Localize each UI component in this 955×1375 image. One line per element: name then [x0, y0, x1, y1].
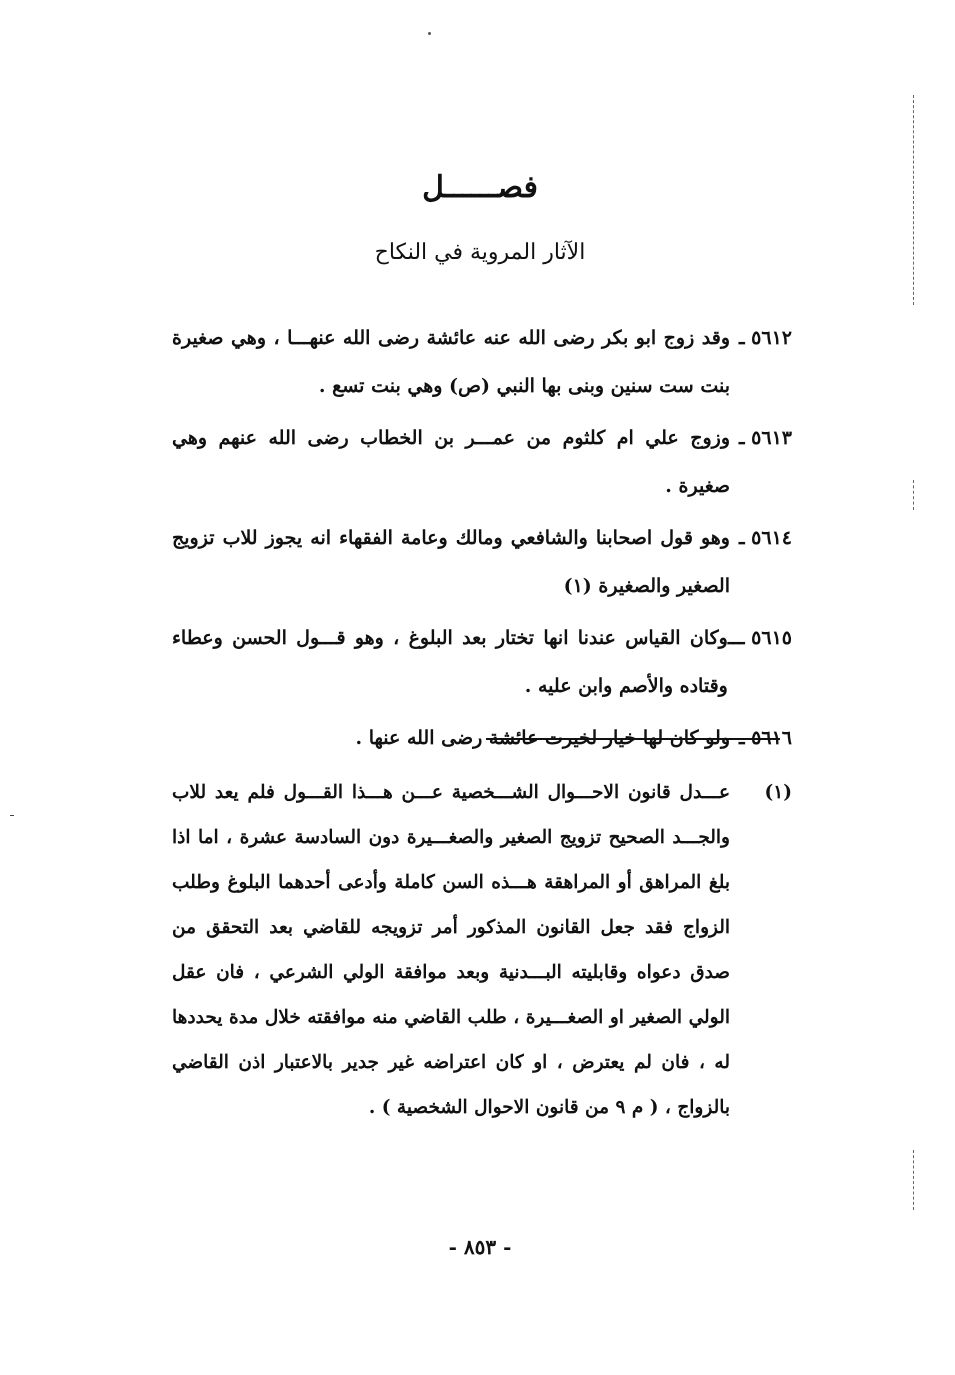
margin-dashed-rule — [913, 1150, 914, 1210]
scan-speck — [428, 32, 431, 35]
section-title: الآثار المروية في النكاح — [374, 240, 586, 265]
entry-number: ٥٦١٥ ـــ — [727, 627, 792, 649]
narration-entry — [172, 314, 792, 410]
entry-number: ٥٦١٦ ـ — [738, 727, 792, 749]
page-number: - ٨٥٣ - — [448, 1235, 512, 1259]
footnote-divider — [486, 738, 780, 740]
entry-text: وهو قول اصحابنا والشافعي ومالك وعامة الفقهاء انه يجوز للاب تزويج الصغير والصغيرة (١) — [172, 527, 730, 597]
footnote-text: عـــدل قانون الاحـــوال الشـــخصية عـــن هـــذا القـــول فلم يعد للاب والجـــد الصحيح تزويج الصغير والصغـــيرة دون السادسة عشرة ، اما اذا بلغ المراهق أو المراهقة هـــذه السن كاملة وأدعى أحدهما البلوغ وطلب الزواج فقد جعل القانون المذكور أمر تزويجه للقاضي بعد التحقق من صدق دعواه وقابليته البـــدنية وبعد موافقة الولي الشرعي ، فان عقل الولي الصغير او الصغـــيرة ، طلب القاضي منه موافقته خلال مدة يحددها له ، فان لم يعترض ، او كان اعتراضه غير جدير بالاعتبار اذن القاضي بالزواج ، ( م ٩ من قانون الاحوال الشخصية ) . — [172, 782, 730, 1118]
narration-entry — [172, 614, 792, 710]
footnote — [172, 770, 792, 1130]
entry-text: وقد زوج ابو بكر رضى الله عنه عائشة رضى الله عنهـــا ، وهي صغيرة بنت ست سنين وبنى بها النبي (ص) وهي بنت تسع . — [172, 327, 730, 397]
entry-number: ٥٦١٤ ـ — [738, 527, 792, 549]
narration-entry — [172, 414, 792, 510]
entry-text: وزوج علي ام كلثوم من عمـــر بن الخطاب رضى الله عنهم وهي صغيرة . — [172, 427, 730, 497]
footnote-marker: (١) — [764, 782, 792, 803]
entry-text: وكان القياس عندنا انها تختار بعد البلوغ ، وهو قـــول الحسن وعطاء وقتاده والأصم وابن عليه . — [172, 627, 728, 697]
entry-number: ٥٦١٢ ـ — [738, 327, 792, 349]
narration-entry — [172, 514, 792, 610]
scan-mark — [10, 815, 14, 816]
entry-text: ولو كان لها خيار لخيرت عائشة رضى الله عنها . — [355, 727, 730, 749]
chapter-title: فصــــــل — [422, 170, 538, 205]
margin-dashed-rule — [913, 480, 914, 510]
narration-list — [172, 314, 792, 766]
entry-number: ٥٦١٣ ـ — [738, 427, 792, 449]
margin-dashed-rule — [913, 95, 914, 305]
